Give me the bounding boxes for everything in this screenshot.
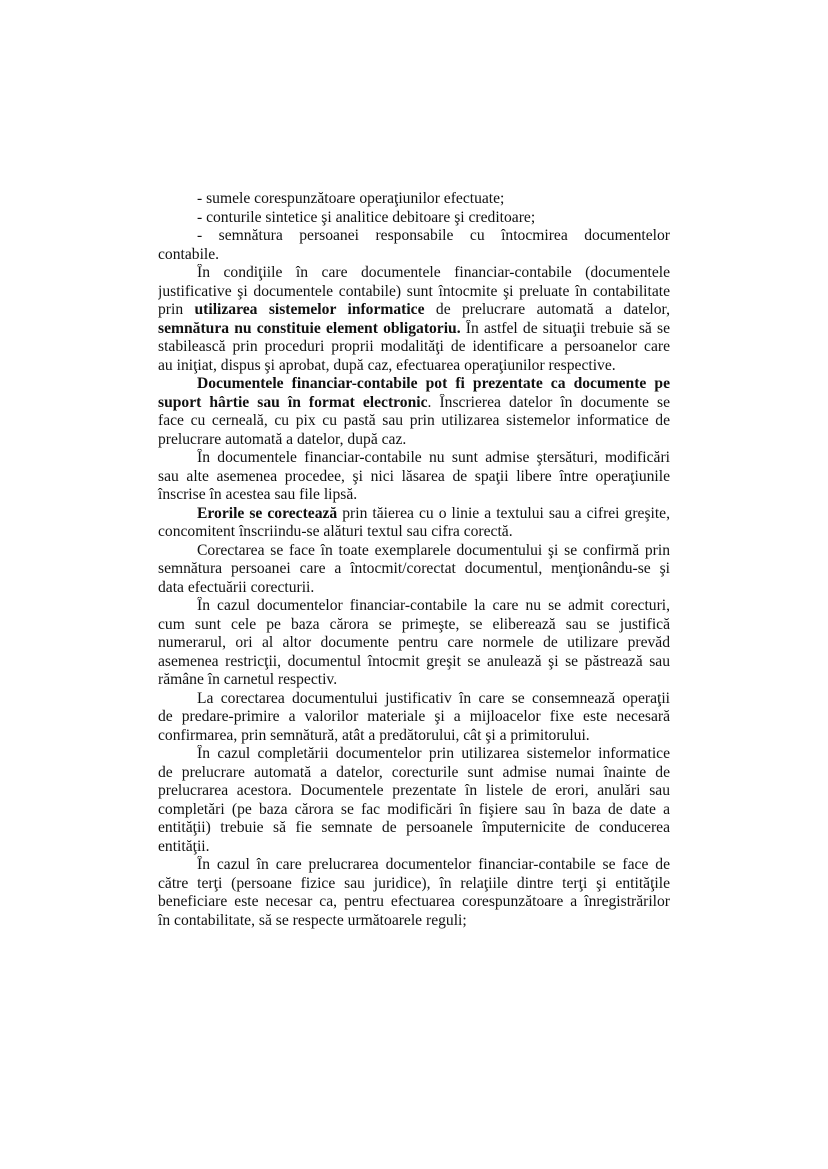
text-line (158, 634, 670, 653)
paragraph (158, 745, 670, 856)
text: concomitent înscriindu-se alături textul sau cifra corectă. (158, 523, 513, 540)
bold-text: Documentele financiar-contabile pot fi prezentate ca documente pe (197, 375, 670, 392)
text: beneficiare este necesar ca, pentru efectuarea corespunzătoare a înregistrărilor (158, 893, 670, 910)
text: În cazul în care prelucrarea documentelor financiar-contabile se face de (197, 856, 670, 873)
paragraph (158, 449, 670, 505)
paragraph (158, 190, 670, 209)
text-line (158, 264, 670, 283)
paragraph (158, 542, 670, 598)
text: către terţi (persoane fizice sau juridice), în relaţiile dintre terţi şi entităţile (158, 874, 670, 892)
text: În condiţiile în care documentele financiar-contabile (documentele (197, 264, 670, 281)
text-line (158, 838, 670, 857)
text: În documentele financiar-contabile nu sunt admise ştersături, modificări (197, 449, 670, 466)
text-line (158, 856, 670, 875)
text: În astfel de situaţii trebuie să se (460, 319, 670, 337)
text-line (158, 190, 670, 209)
text-line (158, 560, 670, 579)
text-line (158, 301, 670, 320)
text: în contabilitate, să se respecte următoarele reguli; (158, 911, 467, 929)
text-line (158, 745, 670, 764)
text-line (158, 431, 670, 450)
document-page (158, 190, 670, 930)
text-line (158, 782, 670, 801)
text: - sumele corespunzătoare operaţiunilor efectuate; (197, 190, 505, 207)
paragraph (158, 375, 670, 449)
text: - conturile sintetice şi analitice debitoare şi creditoare; (197, 208, 536, 226)
text: entităţii) trebuie să fie semnate de persoanele împuternicite de conducerea (158, 819, 670, 836)
text: de prelucrare automată a datelor, corecturile sunt admise numai înainte de (158, 763, 670, 781)
text-line (158, 505, 670, 524)
text-line (158, 690, 670, 709)
paragraph (158, 856, 670, 930)
text: În cazul documentelor financiar-contabile la care nu se admit corecturi, (197, 597, 670, 614)
text-line (158, 912, 670, 931)
text: . Înscrierea datelor în documente se (427, 393, 670, 411)
text-line (158, 227, 670, 246)
text-line (158, 579, 670, 598)
text: Corectarea se face în toate exemplarele documentului şi se confirmă prin (197, 541, 670, 559)
text-line (158, 597, 670, 616)
text-line (158, 523, 670, 542)
text: confirmarea, prin semnătură, atât a predătorului, cât şi a primitorului. (158, 726, 590, 744)
text: de prelucrare automată a datelor, (424, 301, 670, 318)
text: asemenea restricţii, documentul întocmit greşit se anulează şi se păstrează sau (158, 652, 670, 670)
text: La corectarea documentului justificativ în care se consemnează operaţii (197, 689, 670, 707)
text: sau alte asemenea procedee, şi nici lăsarea de spaţii libere între operaţiunile (158, 467, 670, 485)
text-line (158, 727, 670, 746)
paragraph (158, 597, 670, 690)
text: numerarul, ori al altor documente pentru care normele de utilizare prevăd (158, 634, 670, 651)
bold-text: suport hârtie sau în format electronic (158, 393, 428, 411)
text: contabile. (158, 245, 220, 263)
text: semnătura persoanei care a întocmit/corectat documentul, menţionându-se şi (158, 560, 670, 577)
text: - semnătura persoanei responsabile cu întocmirea documentelor (197, 227, 670, 244)
text-line (158, 209, 670, 228)
text: prin tăierea cu o linie a textului sau a cifrei greşite, (337, 504, 670, 522)
text: justificative şi documentele contabile) sunt întocmite şi preluate în contabilitate (158, 282, 670, 300)
paragraph (158, 505, 670, 542)
text: stabilească prin proceduri proprii modalităţi de identificare a persoanelor care (158, 338, 670, 355)
text: au iniţiat, dispus şi aprobat, după caz, efectuarea operaţiunilor respective. (158, 356, 616, 374)
text-line (158, 375, 670, 394)
bold-text: semnătura nu constituie element obligatoriu. (158, 319, 461, 337)
text: prelucrarea acestora. Documentele prezentate în listele de erori, anulări sau (158, 782, 670, 799)
text-line (158, 764, 670, 783)
text: prelucrare automată a datelor, după caz. (158, 430, 407, 448)
paragraph (158, 264, 670, 375)
text-line (158, 708, 670, 727)
text: prin (158, 301, 195, 318)
text: de predare-primire a valorilor materiale şi a mijloacelor fixe este necesară (158, 708, 670, 725)
text-line (158, 246, 670, 265)
text-line (158, 653, 670, 672)
text-line (158, 893, 670, 912)
text-line (158, 394, 670, 413)
bold-text: Erorile se corectează (197, 504, 338, 522)
text-line (158, 468, 670, 487)
text-line (158, 449, 670, 468)
text: data efectuării corecturii. (158, 578, 315, 596)
text-line (158, 875, 670, 894)
text-line (158, 320, 670, 339)
paragraph (158, 227, 670, 264)
text: înscrise în acestea sau file lipsă. (158, 486, 358, 503)
text: cum sunt cele pe baza cărora se primeşte, se eliberează sau se justifică (158, 615, 670, 633)
text: completări (pe baza cărora se fac modificări în fişiere sau în baza de date a (158, 800, 670, 818)
bold-text: utilizarea sistemelor informatice (194, 301, 425, 318)
text-line (158, 283, 670, 302)
text-line (158, 616, 670, 635)
paragraph (158, 690, 670, 746)
text-line (158, 671, 670, 690)
text-line (158, 801, 670, 820)
text-line (158, 338, 670, 357)
text: entităţii. (158, 837, 210, 855)
text-line (158, 542, 670, 561)
text-line (158, 357, 670, 376)
text: face cu cerneală, cu pix cu pastă sau prin utilizarea sistemelor informatice de (158, 412, 670, 429)
paragraph (158, 209, 670, 228)
text-line (158, 819, 670, 838)
text-line (158, 412, 670, 431)
text: În cazul completării documentelor prin utilizarea sistemelor informatice (197, 745, 670, 762)
text-line (158, 486, 670, 505)
text: rămâne în carnetul respectiv. (158, 671, 338, 688)
